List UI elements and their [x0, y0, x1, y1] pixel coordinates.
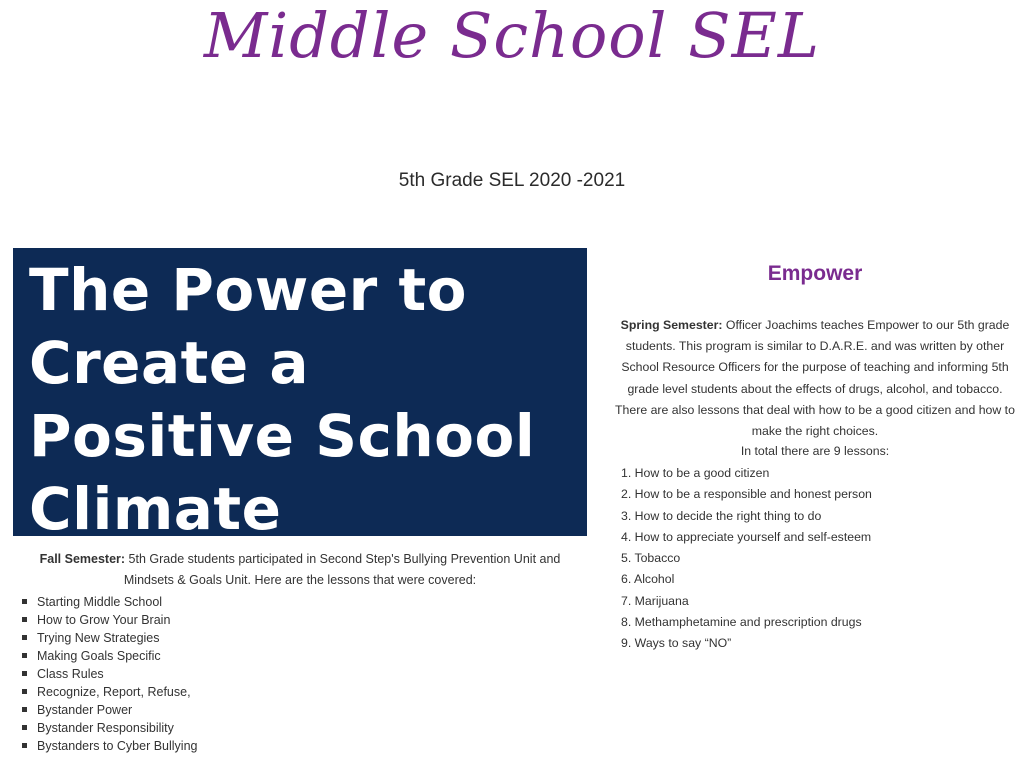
list-item: 7. Marijuana	[621, 593, 689, 608]
list-item: Bystander Power	[37, 701, 198, 719]
spring-semester-intro	[612, 315, 1018, 442]
list-item: 4. How to appreciate yourself and self-esteem	[621, 529, 872, 544]
empower-heading: Empower	[767, 262, 863, 285]
list-item: Bystanders to Cyber Bullying	[37, 739, 198, 753]
grade-heading: 5th Grade SEL 2020 -2021	[398, 170, 626, 191]
list-item: 3. How to decide the right thing to do	[621, 508, 822, 523]
list-item: Starting Middle School	[37, 593, 198, 611]
lesson-total: In total there are 9 lessons:	[740, 444, 890, 458]
fall-semester-intro	[13, 549, 587, 591]
spring-semester-label: Spring Semester:	[620, 318, 723, 332]
list-item: 1. How to be a good citizen	[621, 466, 770, 480]
banner-line: The Power to	[29, 256, 468, 324]
fall-lesson-list	[13, 593, 198, 755]
list-item: Class Rules	[37, 665, 198, 683]
banner-line: Positive School	[29, 402, 536, 470]
list-item: 9. Ways to say “NO”	[621, 636, 732, 651]
banner-text	[29, 254, 535, 536]
list-item: Trying New Strategies	[37, 629, 198, 647]
list-item: 5. Tobacco	[621, 551, 681, 566]
banner-line: Climate	[29, 475, 282, 536]
empower-lesson-list	[621, 463, 872, 655]
spring-semester-text: Officer Joachims teaches Empower to our 5th grade students. This program is similar to D.A.R.E. and was written by other School Resource Officers for the purpose of teaching and informing 5th grade level students about the effects of drugs, alcohol, and tobacco. There are also lessons that deal with how to be a good citizen and how to make the right choices.	[615, 318, 1015, 439]
list-item: Bystander Responsibility	[37, 719, 198, 737]
banner-line: Create a	[29, 329, 310, 397]
site-title[interactable]: Middle School SEL	[203, 0, 821, 72]
list-item: How to Grow Your Brain	[37, 611, 198, 629]
list-item: Making Goals Specific	[37, 647, 198, 665]
fall-semester-text: 5th Grade students participated in Second Step's Bullying Prevention Unit and Mindsets & Goals Unit. Here are the lessons that were covered:	[123, 552, 561, 587]
list-item: 8. Methamphetamine and prescription drugs	[621, 615, 862, 630]
list-item: 2. How to be a responsible and honest person	[621, 487, 872, 502]
list-item: Recognize, Report, Refuse,	[37, 683, 198, 701]
list-item: 6. Alcohol	[621, 572, 675, 587]
fall-semester-label: Fall Semester:	[39, 552, 126, 566]
power-to-create-banner-image	[13, 248, 587, 536]
